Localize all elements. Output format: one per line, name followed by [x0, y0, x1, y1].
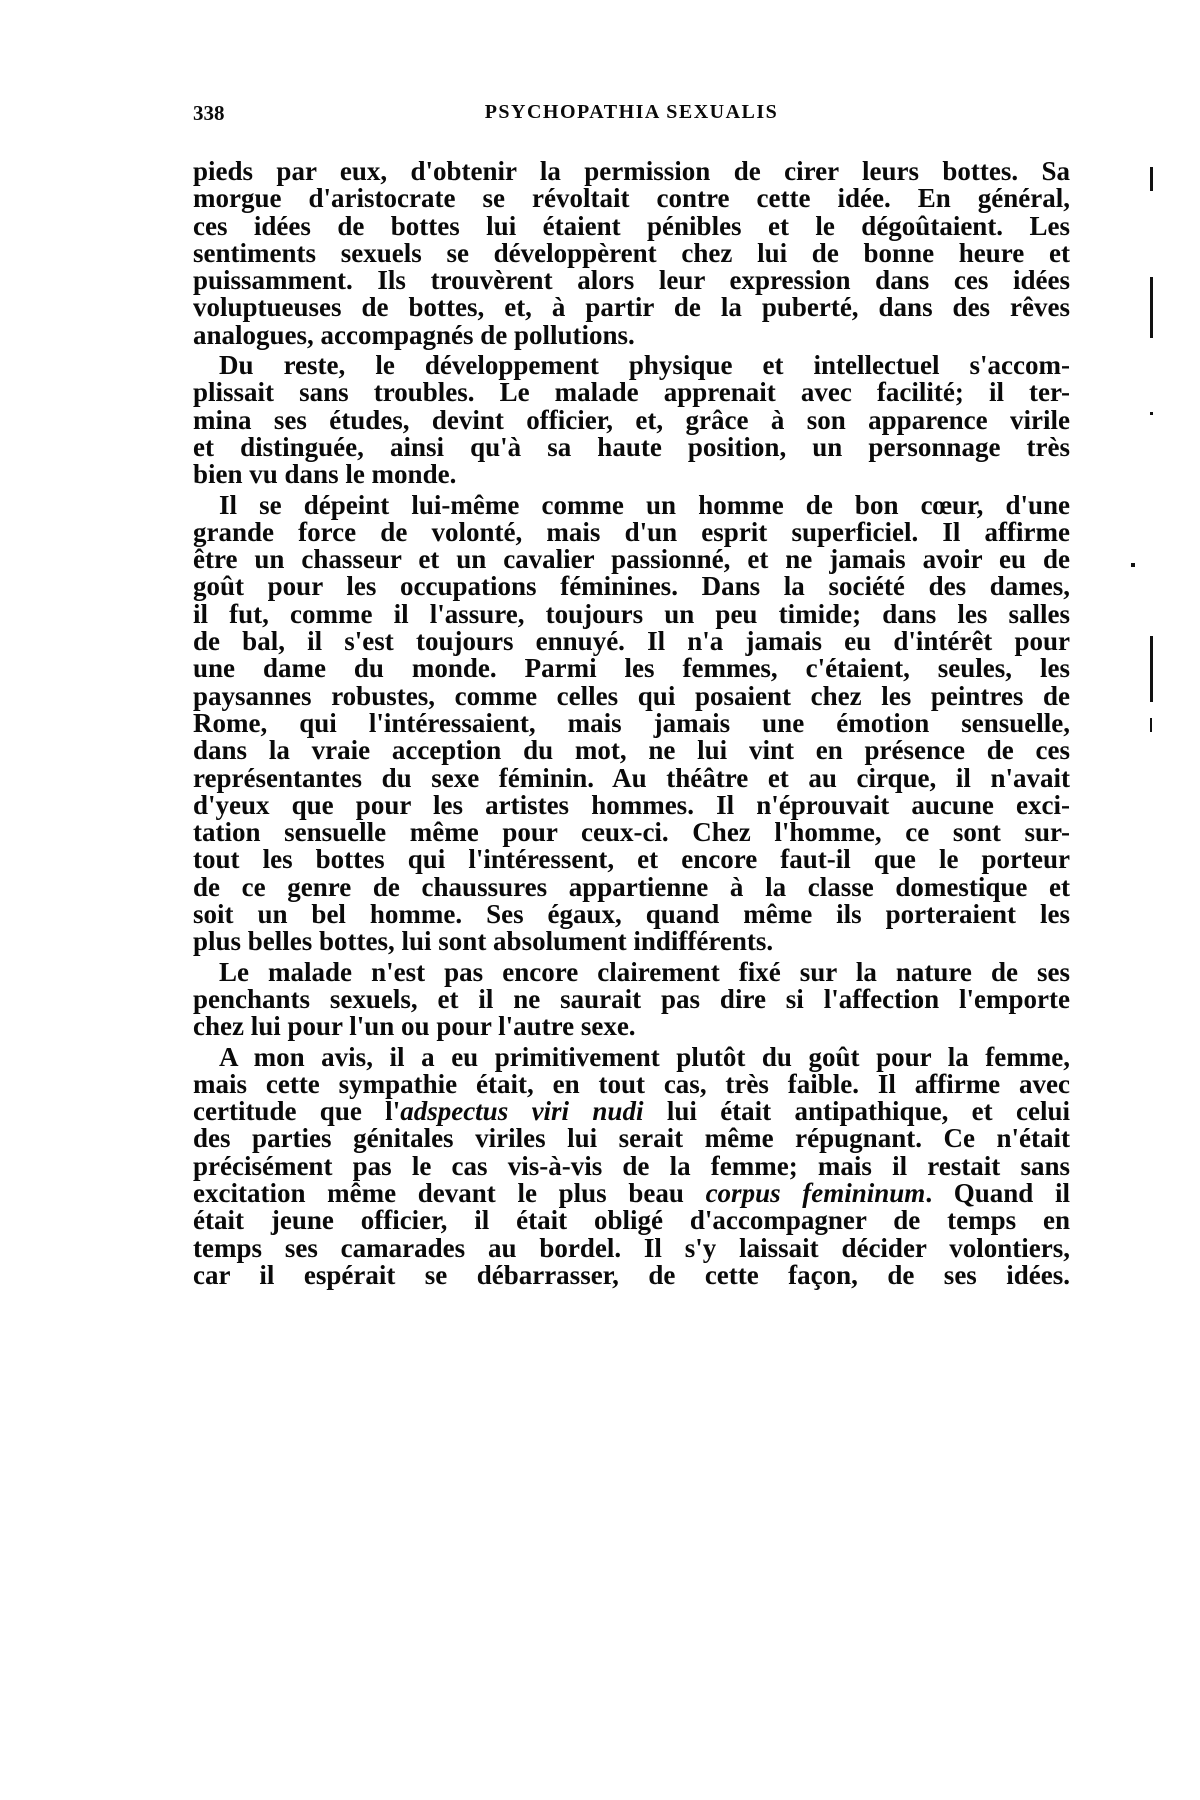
- text-line: Il se dépeint lui-même comme un homme de bon cœur, d'une: [219, 489, 1070, 520]
- text-line: dans la vraie acception du mot, ne lui vint en présence de ces: [193, 735, 1070, 766]
- page-header: [193, 101, 1070, 129]
- text-line: voluptueuses de bottes, et, à partir de la puberté, dans des rêves: [193, 292, 1070, 323]
- text-line: de bal, il s'est toujours ennuyé. Il n'a jamais eu d'intérêt pour: [193, 626, 1070, 657]
- text-line: soit un bel homme. Ses égaux, quand même ils porteraient les: [193, 899, 1070, 930]
- text-line: bien vu dans le monde.: [193, 459, 457, 490]
- text-line: sentiments sexuels se développèrent chez lui de bonne heure et: [193, 237, 1070, 268]
- italic-latin-phrase: adspectus viri nudi: [400, 1096, 644, 1127]
- text-line: il fut, comme il l'assure, toujours un peu timide; dans les salles: [193, 598, 1070, 629]
- text-line: puissamment. Ils trouvèrent alors leur expression dans ces idées: [193, 265, 1070, 296]
- text-line: Le malade n'est pas encore clairement fixé sur la nature de ses: [219, 956, 1070, 987]
- margin-mark: [1150, 636, 1153, 702]
- text-line: tout les bottes qui l'intéressent, et encore faut-il que le porteur: [193, 844, 1070, 875]
- text-segment: lui était antipathique, et celui: [643, 1096, 1070, 1127]
- text-line: plus belles bottes, lui sont absolument indifférents.: [193, 926, 774, 957]
- text-line: des parties génitales viriles lui serait même répugnant. Ce n'était: [193, 1123, 1070, 1154]
- margin-mark: [1131, 563, 1135, 567]
- text-segment: . Quand il: [925, 1177, 1070, 1208]
- text-line: être un chasseur et un cavalier passionné, et ne jamais avoir eu de: [193, 544, 1070, 575]
- text-line: d'yeux que pour les artistes hommes. Il n'éprouvait aucune exci-: [193, 789, 1070, 820]
- text-line: une dame du monde. Parmi les femmes, c'étaient, seules, les: [193, 653, 1070, 684]
- margin-mark: [1150, 277, 1153, 338]
- text-line: analogues, accompagnés de pollutions.: [193, 319, 635, 350]
- text-line: ces idées de bottes lui étaient pénibles et le dégoûtaient. Les: [193, 210, 1070, 241]
- text-line: goût pour les occupations féminines. Dans la société des dames,: [193, 571, 1070, 602]
- text-line: Du reste, le développement physique et intellectuel s'accom-: [219, 350, 1070, 381]
- text-line: Rome, qui l'intéressaient, mais jamais une émotion sensuelle,: [193, 707, 1070, 738]
- text-line: grande force de volonté, mais d'un esprit superficiel. Il affirme: [193, 516, 1070, 547]
- paragraph: [193, 1041, 1070, 1290]
- text-line: chez lui pour l'un ou pour l'autre sexe.: [193, 1011, 636, 1042]
- paragraph: [193, 956, 1070, 1042]
- text-line: était jeune officier, il était obligé d'accompagner de temps en: [193, 1205, 1070, 1236]
- text-line: mina ses études, devint officier, et, grâce à son apparence virile: [193, 404, 1070, 435]
- italic-latin-phrase: corpus femininum: [705, 1177, 926, 1208]
- text-line: [193, 1098, 1070, 1125]
- text-line: temps ses camarades au bordel. Il s'y laissait décider volontiers,: [193, 1232, 1070, 1263]
- paragraph: [193, 489, 1070, 957]
- text-segment: excitation même devant le plus beau: [193, 1177, 706, 1208]
- text-line: A mon avis, il a eu primitivement plutôt du goût pour la femme,: [219, 1041, 1070, 1072]
- paragraph: [193, 352, 1070, 488]
- text-line: car il espérait se débarrasser, de cette façon, de ses idées.: [193, 1259, 1070, 1290]
- margin-mark: [1150, 718, 1152, 732]
- body-text: [193, 158, 1070, 1292]
- text-line: [193, 1177, 1070, 1208]
- text-line: morgue d'aristocrate se révoltait contre cette idée. En général,: [193, 183, 1070, 214]
- paragraph: [193, 158, 1070, 349]
- text-line: et distinguée, ainsi qu'à sa haute position, un personnage très: [193, 431, 1070, 462]
- text-line: penchants sexuels, et il ne saurait pas dire si l'affection l'emporte: [193, 983, 1070, 1014]
- text-line: de ce genre de chaussures appartienne à la classe domestique et: [193, 871, 1070, 902]
- text-line: plissait sans troubles. Le malade apprenait avec facilité; il ter-: [193, 377, 1070, 408]
- margin-mark: [1150, 167, 1153, 191]
- text-line: pieds par eux, d'obtenir la permission de cirer leurs bottes. Sa: [193, 156, 1070, 186]
- text-line: précisément pas le cas vis-à-vis de la femme; mais il restait sans: [193, 1150, 1070, 1181]
- text-line: mais cette sympathie était, en tout cas, très faible. Il affirme avec: [193, 1068, 1070, 1099]
- page-number: 338: [193, 101, 225, 125]
- running-title: PSYCHOPATHIA SEXUALIS: [484, 101, 779, 123]
- text-line: paysannes robustes, comme celles qui posaient chez les peintres de: [193, 680, 1070, 711]
- margin-mark: [1150, 412, 1153, 415]
- text-line: tation sensuelle même pour ceux-ci. Chez l'homme, ce sont sur-: [193, 817, 1070, 848]
- text-segment: certitude que l': [193, 1096, 401, 1127]
- text-line: représentantes du sexe féminin. Au théâtre et au cirque, il n'avait: [193, 762, 1070, 793]
